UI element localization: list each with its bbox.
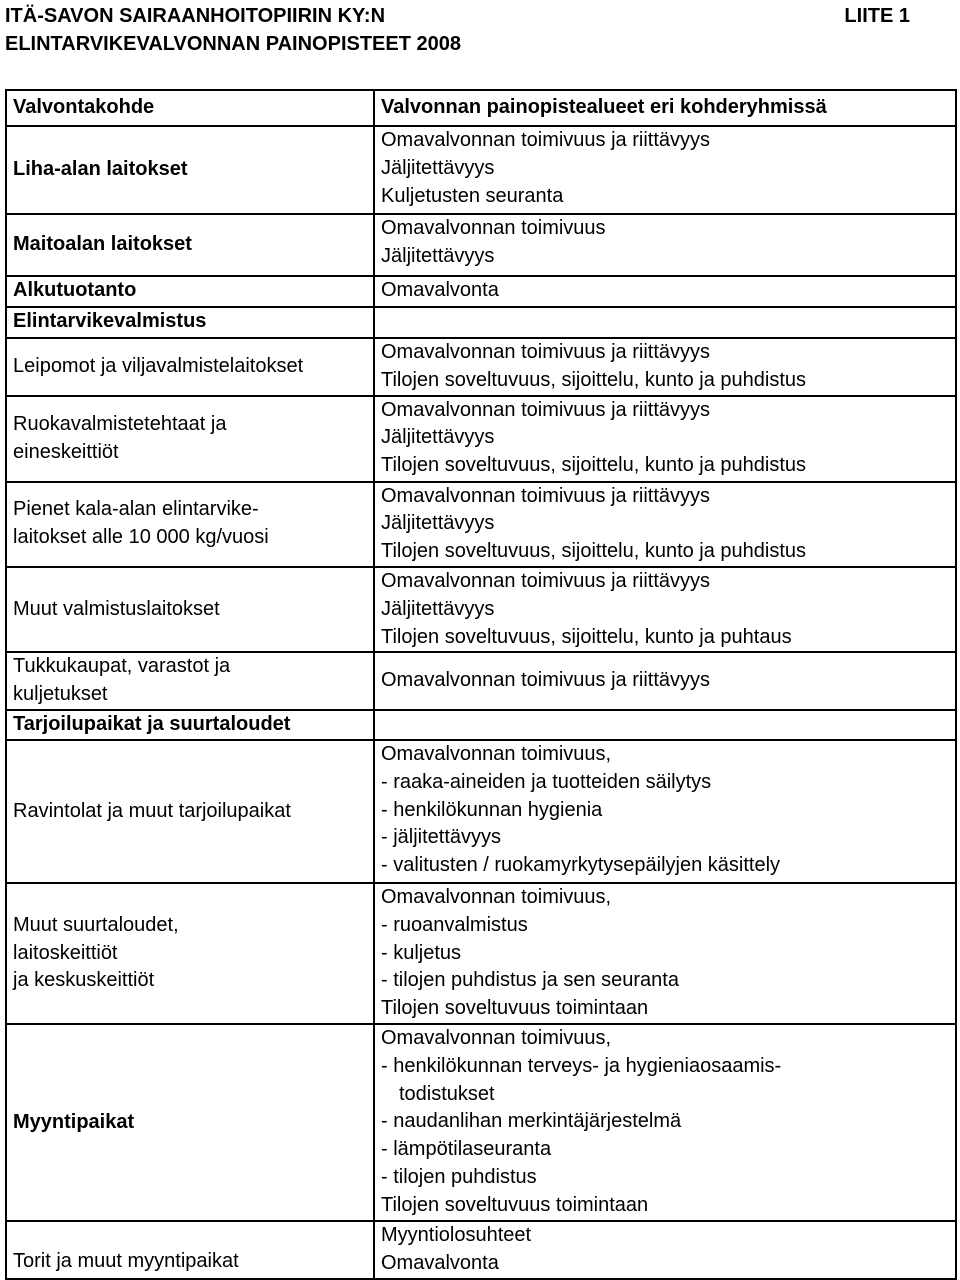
table-row (6, 338, 956, 396)
target-cell: Muut valmistuslaitokset (6, 567, 374, 652)
column-header-focus: Valvonnan painopistealueet eri kohderyhmissä (374, 90, 956, 126)
table-row (6, 652, 956, 710)
target-cell: Ravintolat ja muut tarjoilupaikat (6, 740, 374, 883)
focus-cell: Omavalvonnan toimivuus ja riittävyys Tilojen soveltuvuus, sijoittelu, kunto ja puhdistus (374, 338, 956, 396)
target-cell: Muut suurtaloudet, laitoskeittiöt ja keskuskeittiöt (6, 883, 374, 1024)
appendix-label: LIITE 1 (844, 5, 910, 27)
focus-cell: Omavalvonta (374, 276, 956, 307)
table-row (6, 567, 956, 652)
focus-cell (374, 710, 956, 740)
target-cell: Elintarvikevalmistus (6, 307, 374, 338)
target-cell: Leipomot ja viljavalmistelaitokset (6, 338, 374, 396)
target-cell: Liha-alan laitokset (6, 126, 374, 214)
focus-cell: Omavalvonnan toimivuus ja riittävyys Jäljitettävyys Tilojen soveltuvuus, sijoittelu, kunto ja puhtaus (374, 567, 956, 652)
table-row (6, 396, 956, 482)
organization-name: ITÄ-SAVON SAIRAANHOITOPIIRIN KY:N (5, 5, 386, 27)
target-cell: Myyntipaikat (6, 1024, 374, 1221)
focus-cell: Omavalvonnan toimivuus, - henkilökunnan terveys- ja hygieniaosaamis- todistukset - naudanlihan merkintäjärjestelmä - lämpötilaseuranta - tilojen puhdistus Tilojen soveltuvuus toimintaan (374, 1024, 956, 1221)
target-cell: Torit ja muut myyntipaikat (6, 1221, 374, 1279)
table-row (6, 482, 956, 567)
focus-cell: Omavalvonnan toimivuus, - ruoanvalmistus - kuljetus - tilojen puhdistus ja sen seuranta Tilojen soveltuvuus toimintaan (374, 883, 956, 1024)
table-row (6, 1221, 956, 1279)
target-cell: Tukkukaupat, varastot ja kuljetukset (6, 652, 374, 710)
column-header-target: Valvontakohde (6, 90, 374, 126)
focus-cell: Omavalvonnan toimivuus ja riittävyys Jäljitettävyys Kuljetusten seuranta (374, 126, 956, 214)
focus-cell: Omavalvonnan toimivuus ja riittävyys Jäljitettävyys Tilojen soveltuvuus, sijoittelu, kunto ja puhdistus (374, 482, 956, 567)
focus-cell: Omavalvonnan toimivuus Jäljitettävyys (374, 214, 956, 276)
target-cell: Ruokavalmistetehtaat ja eineskeittiöt (6, 396, 374, 482)
table-header-row (6, 90, 956, 126)
focus-areas-table (5, 89, 957, 1280)
focus-cell: Myyntiolosuhteet Omavalvonta (374, 1221, 956, 1279)
focus-cell: Omavalvonnan toimivuus ja riittävyys (374, 652, 956, 710)
target-cell: Alkutuotanto (6, 276, 374, 307)
document-title: ELINTARVIKEVALVONNAN PAINOPISTEET 2008 (5, 33, 462, 55)
table-row (6, 710, 956, 740)
table-row (6, 740, 956, 883)
table-row (6, 126, 956, 214)
focus-cell: Omavalvonnan toimivuus, - raaka-aineiden ja tuotteiden säilytys - henkilökunnan hygienia - jäljitettävyys - valitusten / ruokamyrkytysepäilyjen käsittely (374, 740, 956, 883)
target-cell: Tarjoilupaikat ja suurtaloudet (6, 710, 374, 740)
table-row (6, 1024, 956, 1221)
table-row (6, 883, 956, 1024)
focus-cell (374, 307, 956, 338)
target-cell: Pienet kala-alan elintarvike- laitokset alle 10 000 kg/vuosi (6, 482, 374, 567)
focus-cell: Omavalvonnan toimivuus ja riittävyys Jäljitettävyys Tilojen soveltuvuus, sijoittelu, kunto ja puhdistus (374, 396, 956, 482)
table-row (6, 214, 956, 276)
table-row (6, 276, 956, 307)
target-cell: Maitoalan laitokset (6, 214, 374, 276)
table-row (6, 307, 956, 338)
